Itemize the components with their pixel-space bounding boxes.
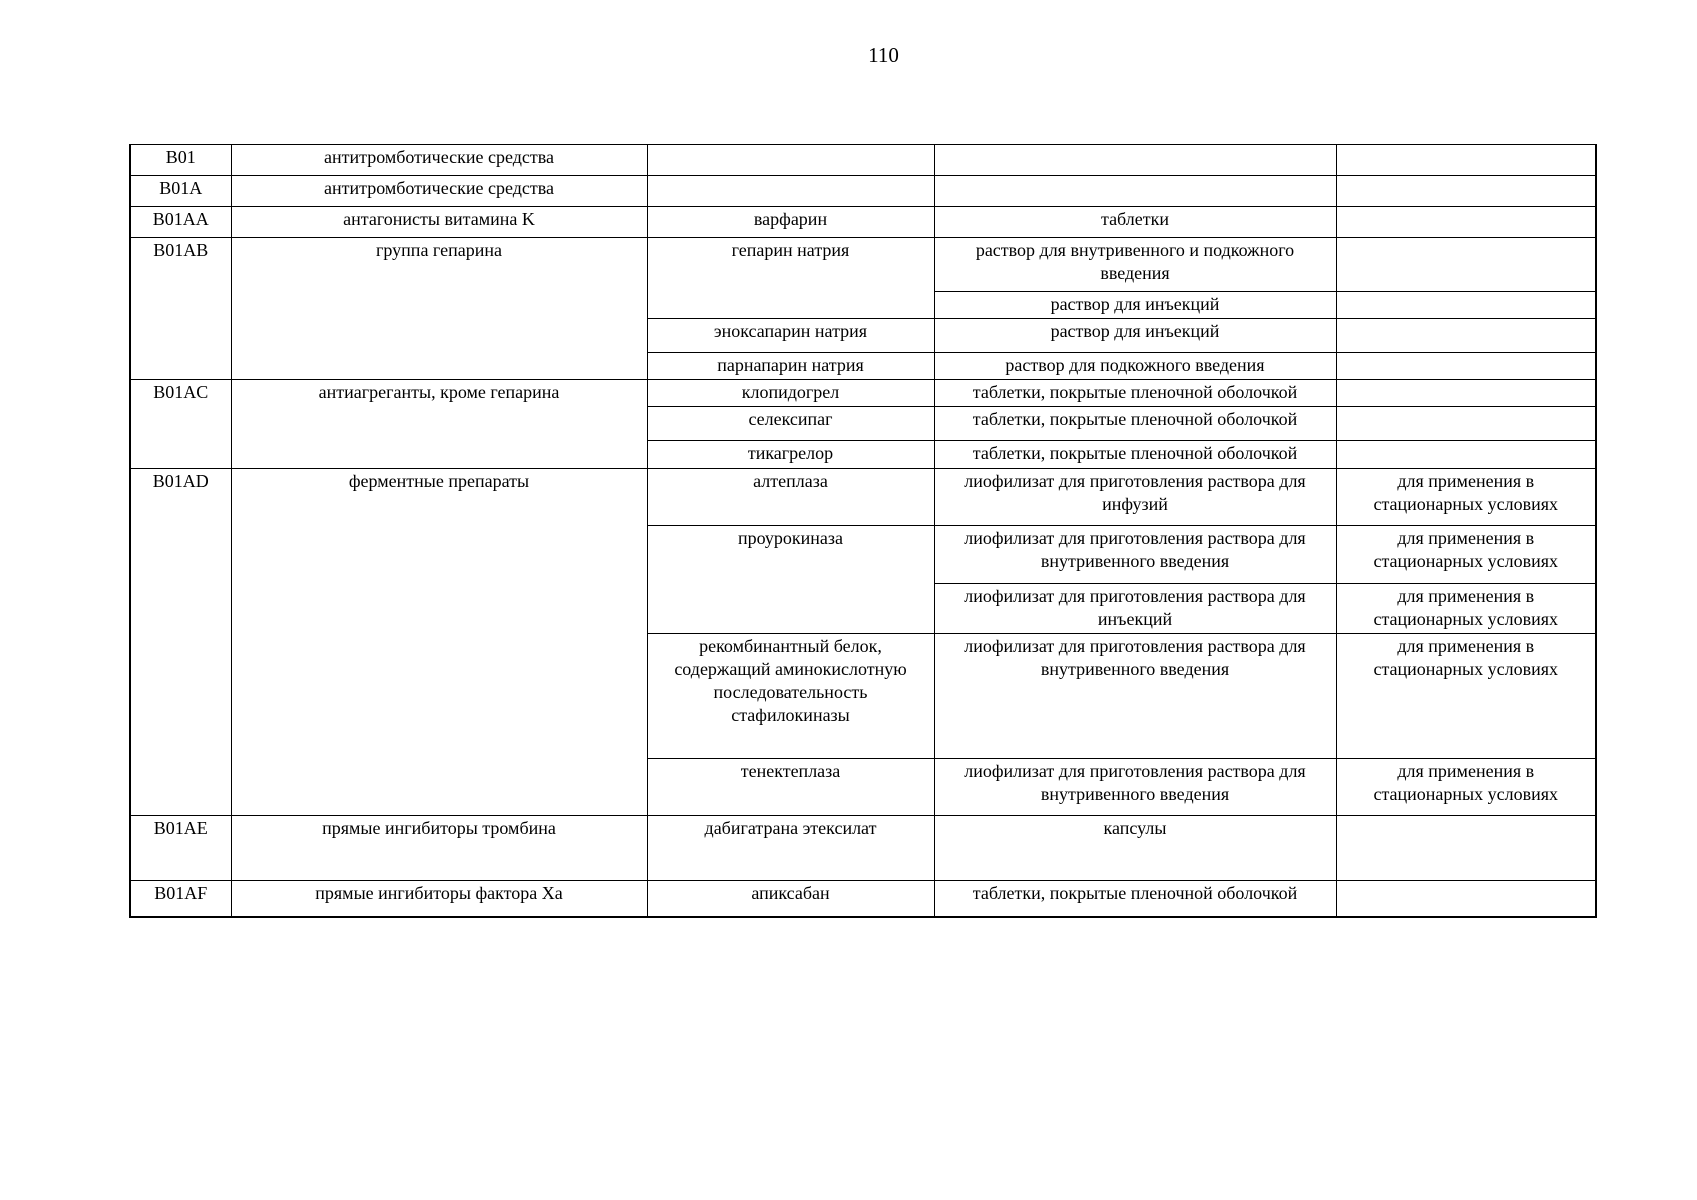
- dosage-form: таблетки, покрытые пленочной оболочкой: [934, 407, 1336, 441]
- table-row: [130, 207, 1596, 238]
- dosage-form: [934, 145, 1336, 176]
- note: [1336, 881, 1596, 917]
- atc-code: B01A: [130, 176, 231, 207]
- table-row: [130, 469, 1596, 526]
- atc-group: ферментные препараты: [231, 469, 647, 816]
- drug-name: эноксапарин натрия: [647, 319, 934, 353]
- note: для применения в стационарных условиях: [1336, 526, 1596, 584]
- page-number: 110: [868, 43, 899, 67]
- dosage-form: лиофилизат для приготовления раствора для внутривенного введения: [934, 526, 1336, 584]
- dosage-form: [934, 176, 1336, 207]
- drug-name: гепарин натрия: [647, 238, 934, 319]
- drug-name: рекомбинантный белок, содержащий аминокислотную последовательность стафилокиназы: [647, 634, 934, 759]
- dosage-form: лиофилизат для приготовления раствора для внутривенного введения: [934, 759, 1336, 816]
- atc-group: антитромботические средства: [231, 176, 647, 207]
- drug-name: варфарин: [647, 207, 934, 238]
- note: [1336, 380, 1596, 407]
- note: [1336, 441, 1596, 469]
- dosage-form: лиофилизат для приготовления раствора для внутривенного введения: [934, 634, 1336, 759]
- drug-name: клопидогрел: [647, 380, 934, 407]
- table-row: [130, 816, 1596, 881]
- dosage-form: раствор для инъекций: [934, 292, 1336, 319]
- note: [1336, 176, 1596, 207]
- drug-name: апиксабан: [647, 881, 934, 917]
- drug-name: [647, 176, 934, 207]
- note: [1336, 353, 1596, 380]
- note: для применения в стационарных условиях: [1336, 584, 1596, 634]
- table-row: [130, 176, 1596, 207]
- atc-group: антиагреганты, кроме гепарина: [231, 380, 647, 469]
- drug-name: проурокиназа: [647, 526, 934, 634]
- dosage-form: таблетки: [934, 207, 1336, 238]
- note: для применения в стационарных условиях: [1336, 759, 1596, 816]
- dosage-form: раствор для внутривенного и подкожного введения: [934, 238, 1336, 292]
- note: [1336, 407, 1596, 441]
- atc-group: антитромботические средства: [231, 145, 647, 176]
- table-row: [130, 380, 1596, 407]
- note: [1336, 816, 1596, 881]
- atc-group: антагонисты витамина K: [231, 207, 647, 238]
- atc-code: B01AA: [130, 207, 231, 238]
- note: [1336, 145, 1596, 176]
- atc-code: B01AE: [130, 816, 231, 881]
- dosage-form: таблетки, покрытые пленочной оболочкой: [934, 380, 1336, 407]
- drug-name: дабигатрана этексилат: [647, 816, 934, 881]
- atc-code: B01AF: [130, 881, 231, 917]
- note: для применения в стационарных условиях: [1336, 634, 1596, 759]
- dosage-form: лиофилизат для приготовления раствора для инфузий: [934, 469, 1336, 526]
- atc-code: B01AB: [130, 238, 231, 380]
- dosage-form: таблетки, покрытые пленочной оболочкой: [934, 441, 1336, 469]
- note: [1336, 292, 1596, 319]
- drug-name: парнапарин натрия: [647, 353, 934, 380]
- drug-name: селексипаг: [647, 407, 934, 441]
- drug-name: тенектеплаза: [647, 759, 934, 816]
- dosage-form: капсулы: [934, 816, 1336, 881]
- table-row: [130, 145, 1596, 176]
- note: [1336, 319, 1596, 353]
- atc-code: B01AC: [130, 380, 231, 469]
- dosage-form: раствор для инъекций: [934, 319, 1336, 353]
- drug-name: [647, 145, 934, 176]
- table-row: [130, 881, 1596, 917]
- note: для применения в стационарных условиях: [1336, 469, 1596, 526]
- table-row: [130, 238, 1596, 292]
- dosage-form: лиофилизат для приготовления раствора для инъекций: [934, 584, 1336, 634]
- atc-group: прямые ингибиторы тромбина: [231, 816, 647, 881]
- dosage-form: таблетки, покрытые пленочной оболочкой: [934, 881, 1336, 917]
- drug-name: тикагрелор: [647, 441, 934, 469]
- dosage-form: раствор для подкожного введения: [934, 353, 1336, 380]
- atc-code: B01: [130, 145, 231, 176]
- drug-classification-table: [129, 144, 1597, 918]
- atc-group: группа гепарина: [231, 238, 647, 380]
- note: [1336, 207, 1596, 238]
- atc-code: B01AD: [130, 469, 231, 816]
- atc-group: прямые ингибиторы фактора Xa: [231, 881, 647, 917]
- note: [1336, 238, 1596, 292]
- drug-name: алтеплаза: [647, 469, 934, 526]
